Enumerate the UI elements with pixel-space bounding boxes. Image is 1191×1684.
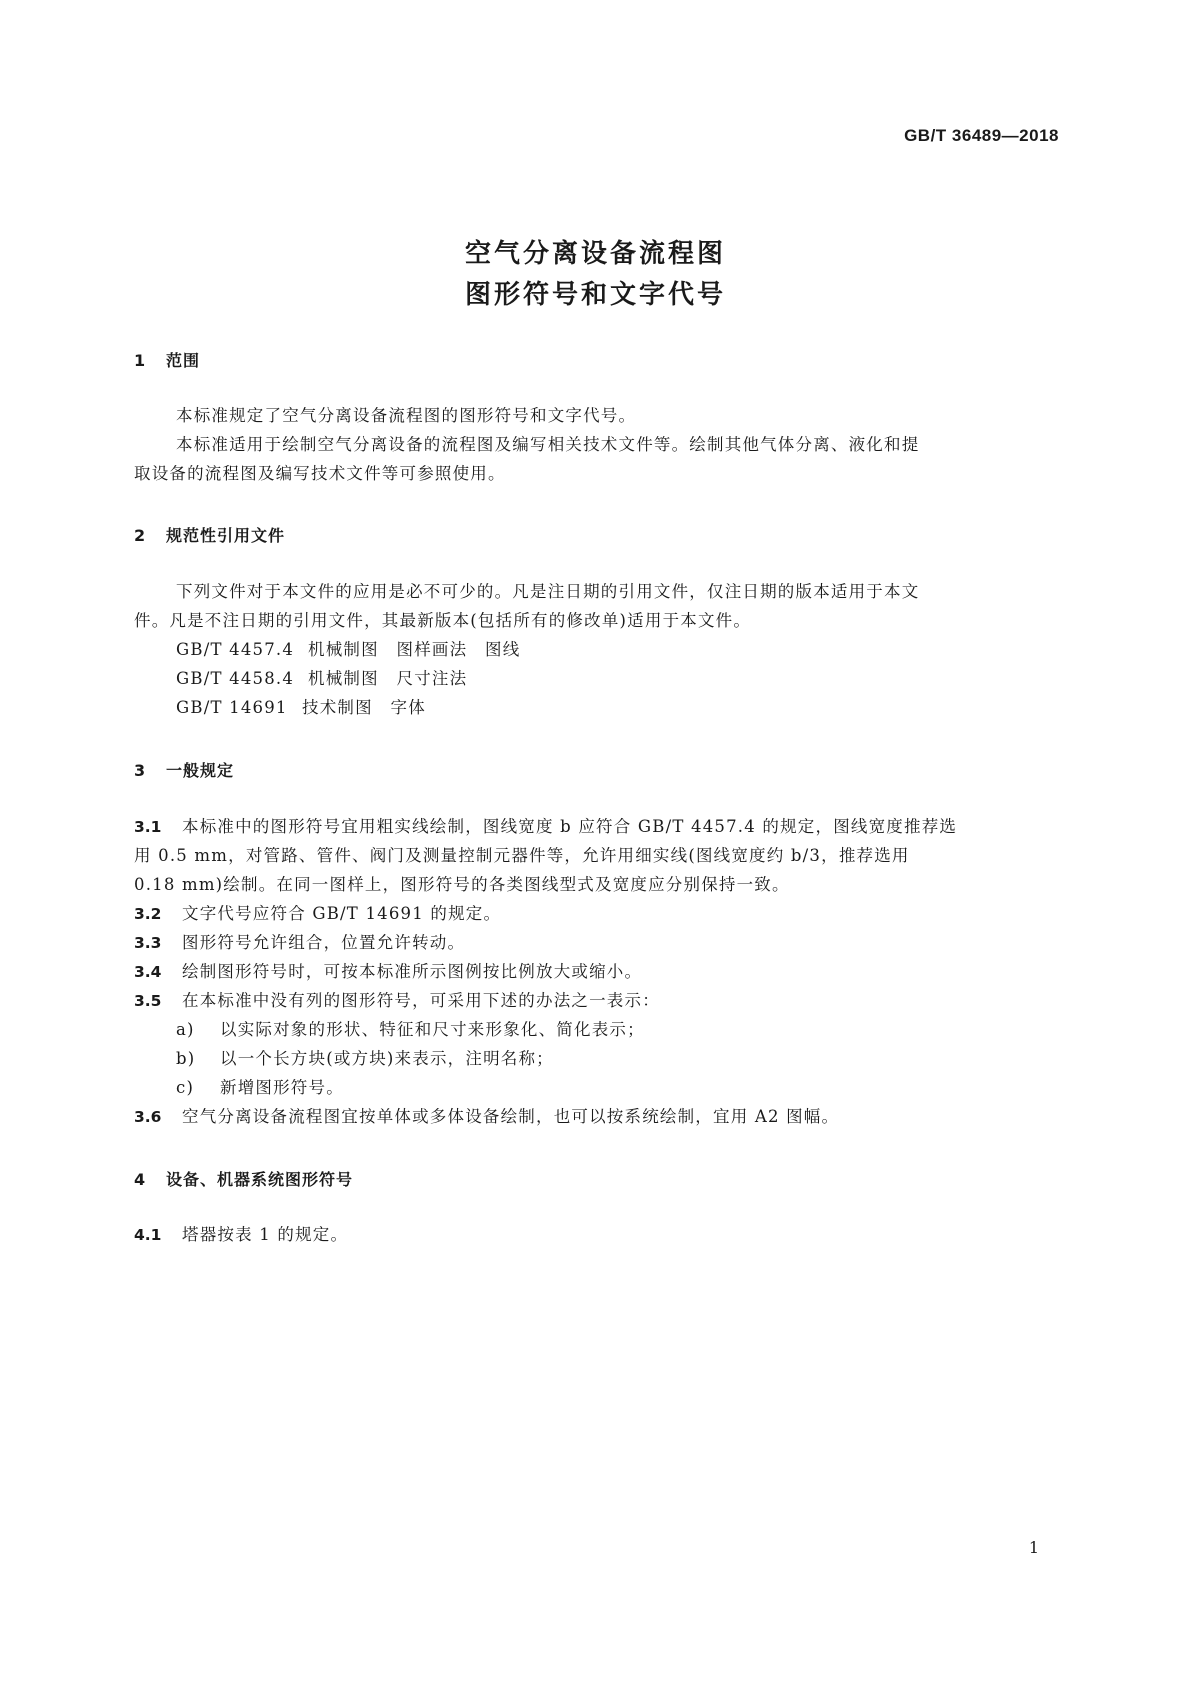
clause-number: 3.1 [134,818,162,836]
list-item-text: 以一个长方块(或方块)来表示，注明名称； [220,1049,554,1068]
reference-title: 机械制图 图样画法 图线 [308,640,521,659]
section-title: 规范性引用文件 [166,526,286,545]
clause-text: 图形符号允许组合，位置允许转动。 [182,933,466,952]
reference-code: GB/T 14691 [176,698,288,717]
list-item-text: 新增图形符号。 [220,1078,344,1097]
reference-item [176,634,520,665]
section-4-heading [134,1167,353,1190]
clause-text: 空气分离设备流程图宜按单体或多体设备绘制，也可以按系统绘制，宜用 A2 图幅。 [182,1107,840,1126]
reference-code: GB/T 4458.4 [176,669,295,688]
section-2-heading [134,523,285,546]
section-number: 3 [134,761,147,780]
clause-text: 塔器按表 1 的规定。 [182,1225,349,1244]
clause-3-2 [134,898,501,930]
page-number: 1 [1028,1538,1039,1557]
clause-number: 3.2 [134,905,162,923]
clause-3-5 [134,985,660,1017]
reference-item [176,663,467,694]
clause-number: 4.1 [134,1226,162,1244]
clause-number: 3.5 [134,992,162,1010]
clause-4-1 [134,1219,348,1251]
document-title-line-2: 图形符号和文字代号 [464,280,726,310]
clause-3-1-line-2: 用 0.5 mm，对管路、管件、阀门及测量控制元器件等，允许用细实线(图线宽度约 b/3，推荐选用 [134,846,910,865]
reference-title: 机械制图 尺寸注法 [308,669,468,688]
clause-3-1-line-3: 0.18 mm)绘制。在同一图样上，图形符号的各类图线型式及宽度应分别保持一致。 [134,875,790,894]
list-item [176,1014,645,1045]
list-item-label: b) [176,1049,196,1068]
section-1-paragraph-1: 本标准规定了空气分离设备流程图的图形符号和文字代号。 [176,406,637,425]
clause-number: 3.3 [134,934,162,952]
list-item-label: c) [176,1078,195,1097]
section-title: 设备、机器系统图形符号 [166,1170,354,1189]
clause-text: 在本标准中没有列的图形符号，可采用下述的办法之一表示： [182,991,660,1010]
clause-text: 文字代号应符合 GB/T 14691 的规定。 [182,904,502,923]
section-1-heading [134,348,200,371]
standard-code: GB/T 36489—2018 [904,126,1059,145]
list-item [176,1072,344,1103]
list-item-label: a) [176,1020,195,1039]
list-item [176,1043,554,1074]
document-title-line-1: 空气分离设备流程图 [464,239,726,269]
section-1-paragraph-2-line-1: 本标准适用于绘制空气分离设备的流程图及编写相关技术文件等。绘制其他气体分离、液化和提 [176,435,920,454]
section-2-paragraph-line-2: 件。凡是不注日期的引用文件，其最新版本(包括所有的修改单)适用于本文件。 [134,611,752,630]
clause-3-4 [134,956,642,988]
section-number: 4 [134,1170,147,1189]
section-1-paragraph-2-line-2: 取设备的流程图及编写技术文件等可参照使用。 [134,464,506,483]
clause-3-1-line-1 [134,811,957,843]
clause-number: 3.6 [134,1108,162,1126]
clause-3-3 [134,927,465,959]
clause-number: 3.4 [134,963,162,981]
reference-code: GB/T 4457.4 [176,640,295,659]
reference-title: 技术制图 字体 [302,698,426,717]
list-item-text: 以实际对象的形状、特征和尺寸来形象化、简化表示； [220,1020,645,1039]
reference-item [176,692,426,723]
section-title: 一般规定 [166,761,235,780]
section-3-heading [134,758,234,781]
clause-text: 绘制图形符号时，可按本标准所示图例按比例放大或缩小。 [182,962,643,981]
section-number: 2 [134,526,147,545]
section-title: 范围 [166,351,201,370]
clause-text: 本标准中的图形符号宜用粗实线绘制，图线宽度 b 应符合 GB/T 4457.4 的规定，图线宽度推荐选 [182,817,958,836]
section-2-paragraph-line-1: 下列文件对于本文件的应用是必不可少的。凡是注日期的引用文件，仅注日期的版本适用于本文 [176,582,920,601]
section-number: 1 [134,351,147,370]
clause-3-6 [134,1101,839,1133]
